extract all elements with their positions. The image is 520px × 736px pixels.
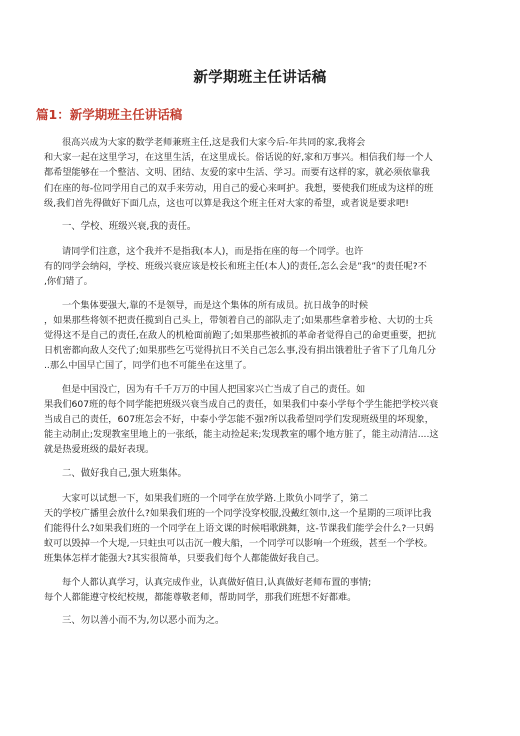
subheading: 三、勿以善小而不为,勿以恶小而为之。 — [62, 615, 225, 627]
paragraph-line: 每个人都能遵守校纪校规，都能尊敬老师，帮助同学，那我们班想不好都难。 — [44, 591, 357, 603]
paragraph-line: 每个人都认真学习，认真完成作业，认真做好值日,认真做好老师布置的事情; — [62, 576, 372, 588]
paragraph-line: 就是热爱班级的最好表现。 — [44, 444, 155, 456]
paragraph-line: 级,我们首先得做好下面几点，这也可以算是我这个班主任对大家的希望，或者说是要求吧! — [44, 197, 409, 209]
paragraph-line: 蚁可以毁掉一个大堤,一只蛀虫可以击沉一艘大船，一个同学可以影响一个班级，甚至一个学校。 — [44, 538, 433, 550]
paragraph-line: 天的学校广播里会放什么?如果我们班的一个同学没穿校服,没戴红领巾,这一个星期的三项评比我 — [44, 507, 432, 519]
paragraph-line: 班集体怎样才能强大?其实很简单，只要我们每个人都能做好我自己。 — [44, 553, 325, 565]
paragraph-line: 当成自己的责任，607班怎会不好，中泰小学怎能不强?所以我希望同学们发现班级里的坏现象， — [44, 414, 434, 426]
paragraph-line: 觉得这不是自己的责任,在敌人的机枪面前跑了;如果那些被抓的革命者觉得自己的命更重要，把抗 — [44, 330, 436, 342]
document-body — [44, 135, 476, 628]
paragraph-line: 果我们607班的每个同学能把班级兴衰当成自己的责任，如果我们中泰小学每个学生能把学校兴衰 — [44, 398, 439, 410]
paragraph — [44, 135, 476, 211]
subheading: 一、学校、班级兴衰,我的责任。 — [62, 221, 197, 233]
section-heading: 篇1：新学期班主任讲话稿 — [36, 107, 183, 122]
paragraph-line: 有的同学会纳闷，学校、班级兴衰应该是校长和班主任(本人)的责任,怎么会是”我”的责任呢?不 — [44, 261, 427, 273]
paragraph-line: 很高兴成为大家的数学老师兼班主任,这是我们大家今后-年共同的家,我将会 — [62, 137, 366, 148]
paragraph-line: ..那么中国早亡国了，同学们也不可能坐在这里了。 — [44, 360, 252, 372]
paragraph-line: ，如果那些将领不把责任揽到自己头上，带领着自己的部队走了;如果那些拿着步枪、大切的士兵 — [44, 314, 433, 326]
paragraph — [44, 575, 476, 605]
paragraph-line: 们在座的每-位同学用自己的双手来劳动，用自己的爱心来呵护。我想，要使我们班成为这样的班 — [44, 182, 434, 194]
paragraph — [44, 244, 476, 290]
paragraph-line: 大家可以试想一下，如果我们班的一个同学在放学路.上欺负小同学了，第二 — [62, 492, 369, 504]
paragraph-line: 日机密都向敌人交代了;如果那些乞丐觉得抗日不关自己怎么事,没有捐出饿着肚子省下了几角几分 — [44, 345, 436, 357]
paragraph-line: 都希望能够在一个整洁、文明、团结、友爱的家中生活、学习。而要有这样的家，就必须依靠我 — [44, 167, 430, 179]
paragraph-line: 但是中国没亡，因为有千千万万的中国人把国家兴亡当成了自己的责任。如 — [62, 383, 366, 395]
paragraph-line: 一个集体要强大,靠的不是领导，而是这个集体的所有成员。抗日战争的时候 — [62, 299, 369, 311]
document-title: 新学期班主任讲话稿 — [193, 70, 327, 86]
paragraph-line: ,你们错了。 — [44, 276, 93, 288]
subheading: 二、做好我自己,强大班集体。 — [62, 467, 187, 479]
paragraph-line: 能主动制止;发现教室里地上的一张纸，能主动捡起来;发现教室的哪个地方脏了，能主动清洁....这 — [44, 429, 439, 441]
paragraph-line: 们能得什么?如果我们班的一个同学在上语文课的时候唱歌跳舞，这-节课我们能学会什么?一只蚂 — [44, 523, 434, 535]
paragraph — [44, 382, 476, 458]
paragraph-line: 请同学们注意，这个我并不是指我(本人)，而是指在座的每一个同学。也许 — [62, 246, 364, 258]
paragraph-line: 和大家一起在这里学习，在这里生活，在这里成长。俗话说的好,家和万事兴。相信我们每一个人 — [44, 152, 433, 164]
paragraph — [44, 298, 476, 374]
paragraph — [44, 491, 476, 567]
